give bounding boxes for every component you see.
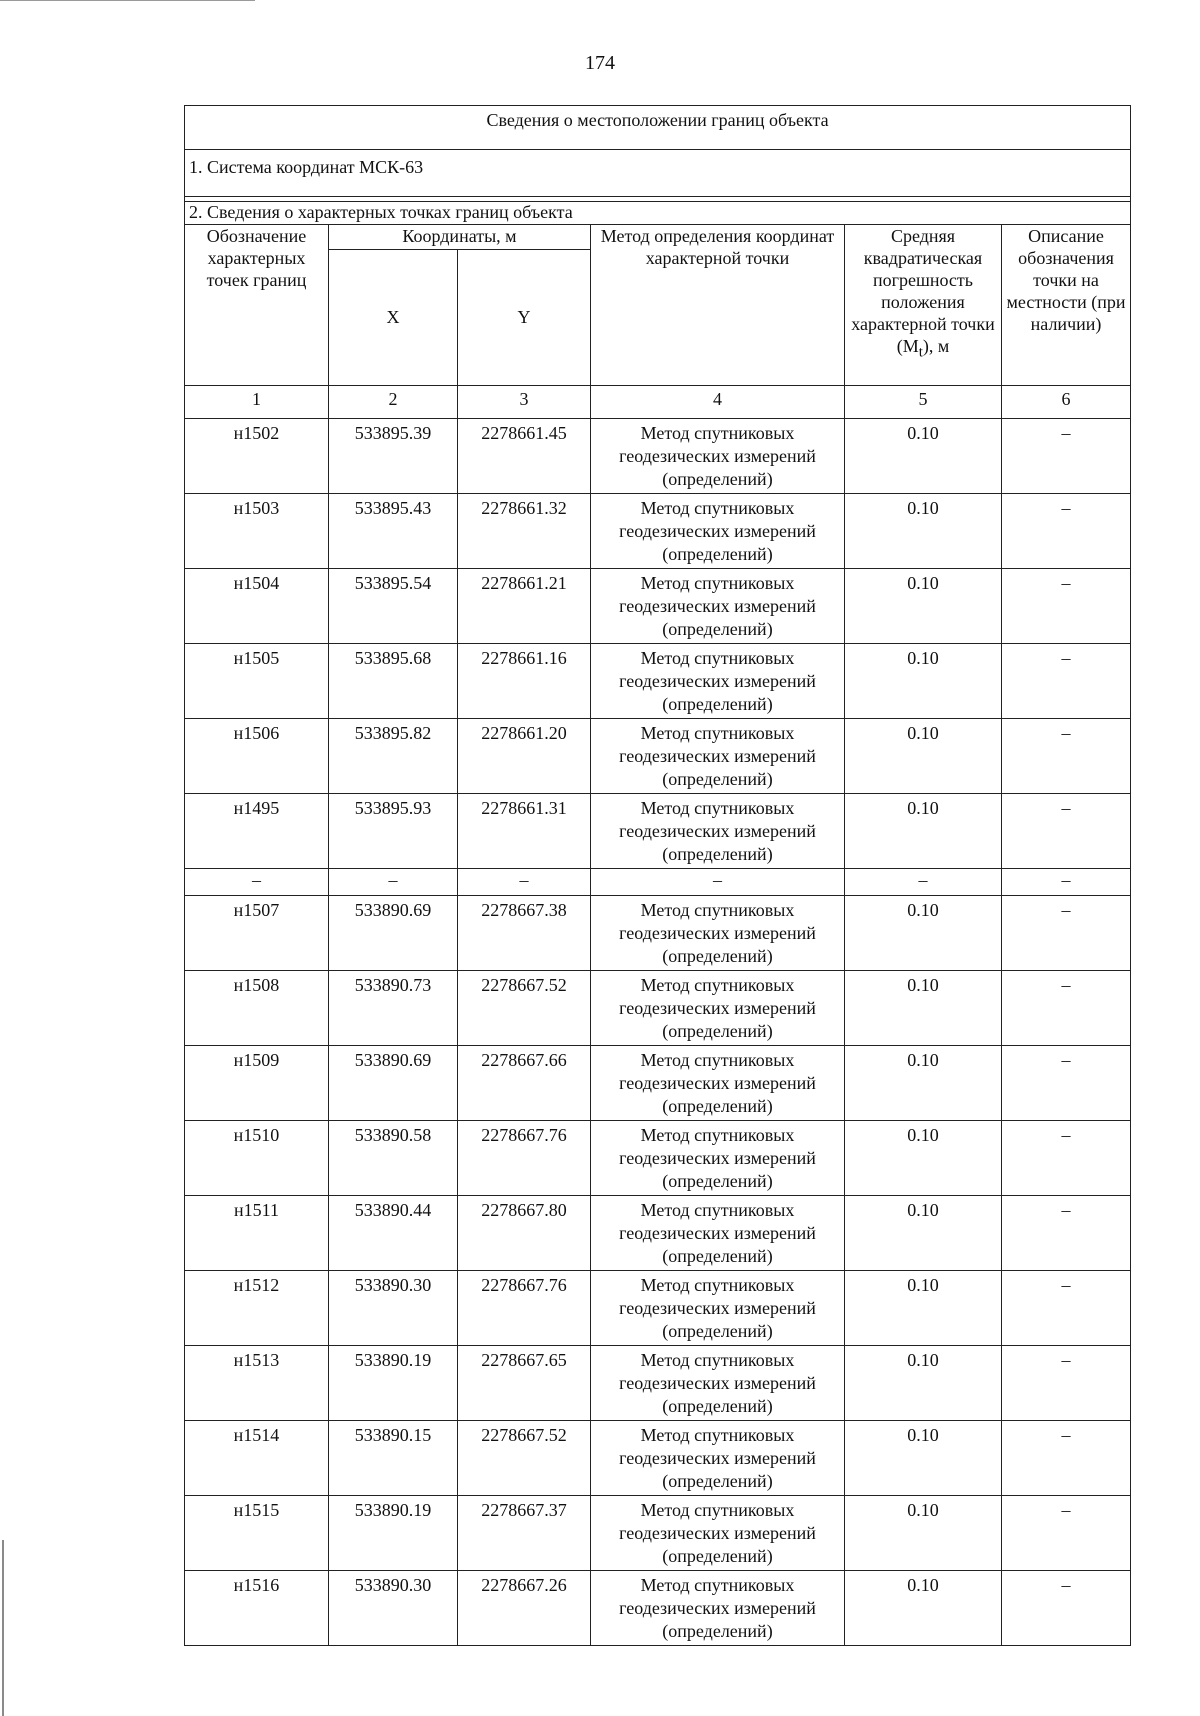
method-line: Метод спутниковых	[640, 798, 795, 818]
header-error-tail: ), м	[922, 336, 950, 356]
scan-edge-top	[0, 0, 255, 1]
method-line: геодезических измерений	[619, 1598, 816, 1618]
method-line: геодезических измерений	[619, 521, 816, 541]
separator-cell: –	[458, 869, 591, 896]
coord-y: 2278667.76	[458, 1271, 591, 1346]
header-error-main: Средняя квадратическая погрешность положения характерной точки (M	[851, 226, 995, 356]
description-value: –	[1002, 419, 1131, 494]
point-id: н1510	[185, 1121, 329, 1196]
error-value: 0.10	[845, 494, 1002, 569]
point-id: н1511	[185, 1196, 329, 1271]
description-value: –	[1002, 1121, 1131, 1196]
method-line: (определений)	[662, 1621, 773, 1641]
header-description: Описание обозначения точки на местности (при наличии)	[1002, 225, 1131, 386]
header-coordinates: Координаты, м	[329, 225, 591, 250]
coord-y: 2278661.16	[458, 644, 591, 719]
error-value: 0.10	[845, 1196, 1002, 1271]
method-line: (определений)	[662, 946, 773, 966]
method-line: геодезических измерений	[619, 446, 816, 466]
coord-y: 2278667.76	[458, 1121, 591, 1196]
method-cell	[591, 1271, 845, 1346]
method-cell	[591, 494, 845, 569]
header-error-sub: t	[918, 344, 923, 361]
description-value: –	[1002, 1571, 1131, 1646]
method-line: (определений)	[662, 1246, 773, 1266]
point-id: н1508	[185, 971, 329, 1046]
method-line: геодезических измерений	[619, 821, 816, 841]
separator-cell: –	[845, 869, 1002, 896]
method-line: (определений)	[662, 769, 773, 789]
column-number: 6	[1002, 386, 1131, 419]
method-cell	[591, 794, 845, 869]
method-cell	[591, 719, 845, 794]
column-number: 1	[185, 386, 329, 419]
coord-y: 2278667.52	[458, 1421, 591, 1496]
method-line: Метод спутниковых	[640, 1500, 795, 1520]
point-id: н1507	[185, 896, 329, 971]
table-row	[185, 719, 1131, 794]
method-line: геодезических измерений	[619, 671, 816, 691]
coord-y: 2278667.52	[458, 971, 591, 1046]
method-line: геодезических измерений	[619, 1373, 816, 1393]
table-row	[185, 1421, 1131, 1496]
coord-y: 2278667.37	[458, 1496, 591, 1571]
method-line: Метод спутниковых	[640, 1425, 795, 1445]
separator-row	[185, 869, 1131, 896]
coord-x: 533895.82	[329, 719, 458, 794]
column-number: 3	[458, 386, 591, 419]
method-cell	[591, 569, 845, 644]
method-cell	[591, 1571, 845, 1646]
method-line: геодезических измерений	[619, 746, 816, 766]
method-line: Метод спутниковых	[640, 723, 795, 743]
description-value: –	[1002, 1496, 1131, 1571]
method-line: Метод спутниковых	[640, 1125, 795, 1145]
scan-edge-left	[2, 1540, 4, 1716]
error-value: 0.10	[845, 569, 1002, 644]
table-row	[185, 1121, 1131, 1196]
header-point-designation: Обозначение характерных точек границ	[185, 225, 329, 386]
separator-cell: –	[329, 869, 458, 896]
method-line: Метод спутниковых	[640, 498, 795, 518]
method-line: Метод спутниковых	[640, 975, 795, 995]
coord-y: 2278661.20	[458, 719, 591, 794]
coord-x: 533895.39	[329, 419, 458, 494]
point-id: н1512	[185, 1271, 329, 1346]
point-id: н1495	[185, 794, 329, 869]
description-value: –	[1002, 794, 1131, 869]
method-line: Метод спутниковых	[640, 1275, 795, 1295]
coord-y: 2278661.21	[458, 569, 591, 644]
method-line: Метод спутниковых	[640, 1200, 795, 1220]
method-line: геодезических измерений	[619, 1073, 816, 1093]
description-value: –	[1002, 719, 1131, 794]
method-cell	[591, 896, 845, 971]
table-row	[185, 1271, 1131, 1346]
method-line: (определений)	[662, 619, 773, 639]
error-value: 0.10	[845, 419, 1002, 494]
coord-x: 533890.58	[329, 1121, 458, 1196]
error-value: 0.10	[845, 1496, 1002, 1571]
method-line: геодезических измерений	[619, 1298, 816, 1318]
method-line: (определений)	[662, 694, 773, 714]
method-cell	[591, 971, 845, 1046]
coord-x: 533890.19	[329, 1496, 458, 1571]
method-line: Метод спутниковых	[640, 1050, 795, 1070]
method-line: (определений)	[662, 1471, 773, 1491]
table-row	[185, 1196, 1131, 1271]
description-value: –	[1002, 1271, 1131, 1346]
table-row	[185, 794, 1131, 869]
error-value: 0.10	[845, 719, 1002, 794]
header-row-top	[185, 225, 1131, 250]
description-value: –	[1002, 494, 1131, 569]
description-value: –	[1002, 569, 1131, 644]
method-line: (определений)	[662, 1021, 773, 1041]
separator-cell: –	[185, 869, 329, 896]
method-cell	[591, 419, 845, 494]
table-row	[185, 1571, 1131, 1646]
table-row	[185, 971, 1131, 1046]
method-cell	[591, 1121, 845, 1196]
point-id: н1504	[185, 569, 329, 644]
coord-x: 533895.43	[329, 494, 458, 569]
coord-x: 533890.30	[329, 1571, 458, 1646]
point-id: н1502	[185, 419, 329, 494]
boundary-points-table	[184, 105, 1131, 1646]
method-line: Метод спутниковых	[640, 1350, 795, 1370]
separator-cell: –	[591, 869, 845, 896]
point-id: н1503	[185, 494, 329, 569]
coordinate-system-row	[185, 150, 1131, 197]
coord-y: 2278661.45	[458, 419, 591, 494]
error-value: 0.10	[845, 1271, 1002, 1346]
header-error	[845, 225, 1002, 386]
table-row	[185, 1046, 1131, 1121]
method-line: (определений)	[662, 1096, 773, 1116]
coord-x: 533890.69	[329, 896, 458, 971]
coord-x: 533895.93	[329, 794, 458, 869]
method-cell	[591, 1346, 845, 1421]
method-line: (определений)	[662, 544, 773, 564]
column-number: 2	[329, 386, 458, 419]
method-line: Метод спутниковых	[640, 900, 795, 920]
error-value: 0.10	[845, 1046, 1002, 1121]
table-row	[185, 569, 1131, 644]
method-line: геодезических измерений	[619, 1448, 816, 1468]
error-value: 0.10	[845, 1346, 1002, 1421]
coord-y: 2278667.80	[458, 1196, 591, 1271]
table-row	[185, 1496, 1131, 1571]
point-id: н1514	[185, 1421, 329, 1496]
coord-y: 2278661.32	[458, 494, 591, 569]
description-value: –	[1002, 1346, 1131, 1421]
section-title: 2. Сведения о характерных точках границ объекта	[185, 202, 1131, 225]
error-value: 0.10	[845, 1571, 1002, 1646]
description-value: –	[1002, 1421, 1131, 1496]
method-cell	[591, 1196, 845, 1271]
coord-x: 533890.15	[329, 1421, 458, 1496]
point-id: н1513	[185, 1346, 329, 1421]
method-line: геодезических измерений	[619, 998, 816, 1018]
coord-x: 533895.54	[329, 569, 458, 644]
error-value: 0.10	[845, 1121, 1002, 1196]
coord-x: 533890.69	[329, 1046, 458, 1121]
method-cell	[591, 1496, 845, 1571]
point-id: н1515	[185, 1496, 329, 1571]
error-value: 0.10	[845, 971, 1002, 1046]
method-line: геодезических измерений	[619, 596, 816, 616]
table-row	[185, 896, 1131, 971]
method-line: геодезических измерений	[619, 1148, 816, 1168]
method-cell	[591, 1421, 845, 1496]
header-method: Метод определения координат характерной точки	[591, 225, 845, 386]
method-line: (определений)	[662, 1171, 773, 1191]
method-line: (определений)	[662, 844, 773, 864]
point-id: н1509	[185, 1046, 329, 1121]
point-id: н1516	[185, 1571, 329, 1646]
method-line: Метод спутниковых	[640, 1575, 795, 1595]
method-line: Метод спутниковых	[640, 573, 795, 593]
point-id: н1506	[185, 719, 329, 794]
method-line: (определений)	[662, 1396, 773, 1416]
coord-y: 2278667.66	[458, 1046, 591, 1121]
coord-x: 533890.19	[329, 1346, 458, 1421]
coord-y: 2278661.31	[458, 794, 591, 869]
column-numbers-row	[185, 386, 1131, 419]
description-value: –	[1002, 1046, 1131, 1121]
description-value: –	[1002, 971, 1131, 1046]
method-line: (определений)	[662, 469, 773, 489]
error-value: 0.10	[845, 644, 1002, 719]
method-cell	[591, 1046, 845, 1121]
coord-y: 2278667.26	[458, 1571, 591, 1646]
point-id: н1505	[185, 644, 329, 719]
table-row	[185, 644, 1131, 719]
section-title-row	[185, 202, 1131, 225]
method-line: геодезических измерений	[619, 1523, 816, 1543]
description-value: –	[1002, 1196, 1131, 1271]
page-number: 174	[585, 52, 615, 74]
method-line: (определений)	[662, 1546, 773, 1566]
column-number: 5	[845, 386, 1002, 419]
method-line: (определений)	[662, 1321, 773, 1341]
description-value: –	[1002, 644, 1131, 719]
separator-cell: –	[1002, 869, 1131, 896]
coord-x: 533895.68	[329, 644, 458, 719]
coord-y: 2278667.38	[458, 896, 591, 971]
coord-x: 533890.44	[329, 1196, 458, 1271]
method-cell	[591, 644, 845, 719]
error-value: 0.10	[845, 794, 1002, 869]
header-x: X	[329, 250, 458, 386]
description-value: –	[1002, 896, 1131, 971]
method-line: геодезических измерений	[619, 923, 816, 943]
coord-y: 2278667.65	[458, 1346, 591, 1421]
table-title: Сведения о местоположении границ объекта	[185, 106, 1131, 150]
coord-x: 533890.73	[329, 971, 458, 1046]
method-line: Метод спутниковых	[640, 648, 795, 668]
method-line: Метод спутниковых	[640, 423, 795, 443]
method-line: геодезических измерений	[619, 1223, 816, 1243]
table-row	[185, 494, 1131, 569]
header-y: Y	[458, 250, 591, 386]
table-row	[185, 419, 1131, 494]
table-row	[185, 1346, 1131, 1421]
coordinate-system: 1. Система координат МСК-63	[185, 150, 1131, 197]
title-row	[185, 106, 1131, 150]
coord-x: 533890.30	[329, 1271, 458, 1346]
error-value: 0.10	[845, 896, 1002, 971]
error-value: 0.10	[845, 1421, 1002, 1496]
column-number: 4	[591, 386, 845, 419]
